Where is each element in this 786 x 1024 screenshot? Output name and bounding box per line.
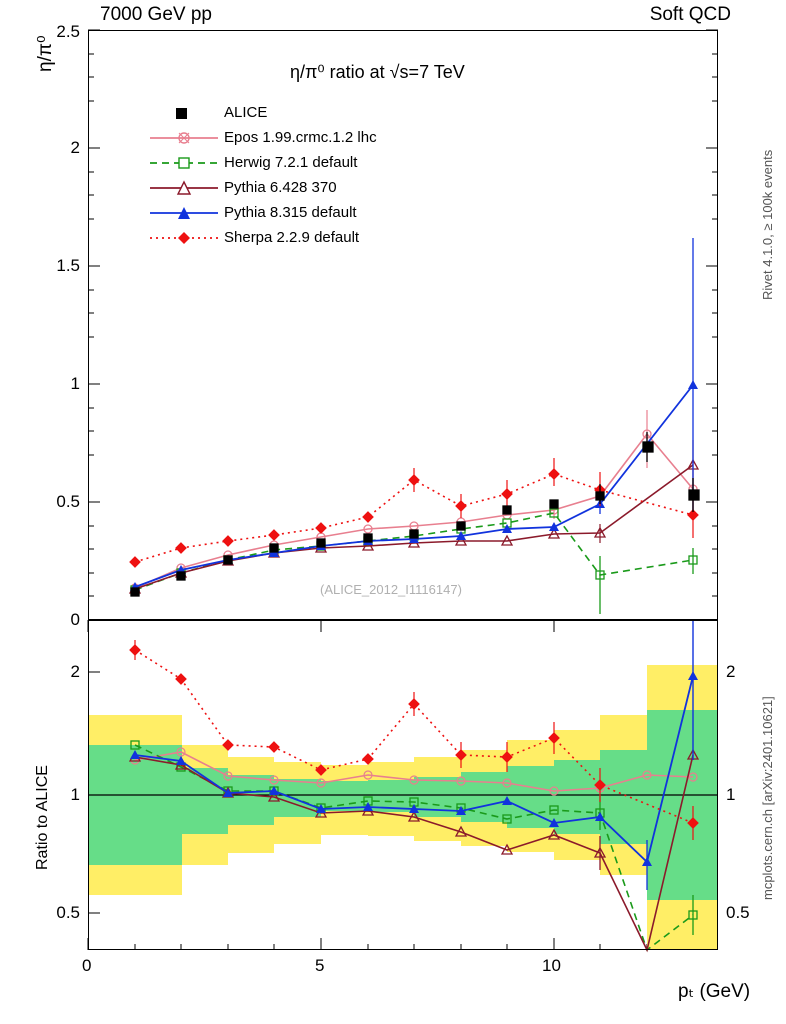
alice-marker-icon [148, 104, 220, 122]
ratio-plot-area [88, 620, 718, 950]
herwig-marker-icon [148, 154, 220, 172]
series-sherpa-markers [130, 458, 698, 567]
legend-label: Epos 1.99.crmc.1.2 lhc [224, 129, 377, 146]
legend-item-pythia6[interactable] [148, 175, 377, 200]
sherpa-marker-icon [148, 229, 220, 247]
legend-label: Pythia 6.428 370 [224, 179, 337, 196]
pythia8-marker-icon [148, 204, 220, 222]
analysis-watermark: (ALICE_2012_I1116147) [320, 582, 462, 597]
xtick-10: 10 [542, 956, 561, 975]
legend-item-epos[interactable] [148, 125, 377, 150]
legend-label: ALICE [224, 104, 268, 121]
legend-item-pythia8[interactable] [148, 200, 377, 225]
ytick-ratio-0_5-left: 0.5 [56, 903, 80, 922]
legend-label: Sherpa 2.2.9 default [224, 229, 360, 246]
legend-label: Herwig 7.2.1 default [224, 154, 358, 171]
plot-title: η/π⁰ ratio at √s=7 TeV [290, 62, 465, 82]
legend-item-alice[interactable] [148, 100, 377, 125]
ytick-ratio-1-left: 1 [70, 785, 80, 804]
header-right: Soft QCD [649, 4, 731, 25]
series-herwig [135, 513, 693, 590]
xtick-5: 5 [315, 956, 325, 975]
y-axis-title-top: η/π⁰ [35, 35, 56, 72]
y-axis-title-ratio: Ratio to ALICE [34, 765, 51, 870]
ytick-top-1_5: 1.5 [56, 256, 80, 275]
ytick-ratio-1-right: 1 [726, 785, 736, 804]
legend [148, 100, 377, 250]
ytick-ratio-2-left: 2 [70, 662, 80, 681]
legend-item-herwig[interactable] [148, 150, 377, 175]
legend-label: Pythia 8.315 default [224, 204, 357, 221]
mcplots-source-text: mcplots.cern.ch [arXiv:2401.10621] [760, 696, 775, 900]
pythia6-marker-icon [148, 179, 220, 197]
xtick-0: 0 [82, 956, 92, 975]
x-axis-title: pₜ (GeV) [678, 981, 751, 1002]
header-left: 7000 GeV pp [100, 4, 212, 25]
ytick-top-0_5: 0.5 [56, 492, 80, 511]
rivet-version-text: Rivet 4.1.0, ≥ 100k events [760, 149, 775, 300]
series-alice [131, 432, 699, 596]
ytick-top-2: 2 [70, 138, 80, 157]
ytick-ratio-0_5-right: 0.5 [726, 903, 750, 922]
epos-marker-icon [148, 129, 220, 147]
legend-item-sherpa[interactable] [148, 225, 377, 250]
ytick-ratio-2-right: 2 [726, 662, 736, 681]
ytick-top-2_5: 2.5 [56, 22, 80, 41]
ytick-top-0: 0 [70, 610, 80, 629]
series-pythia6 [135, 440, 693, 589]
ytick-top-1: 1 [70, 374, 80, 393]
